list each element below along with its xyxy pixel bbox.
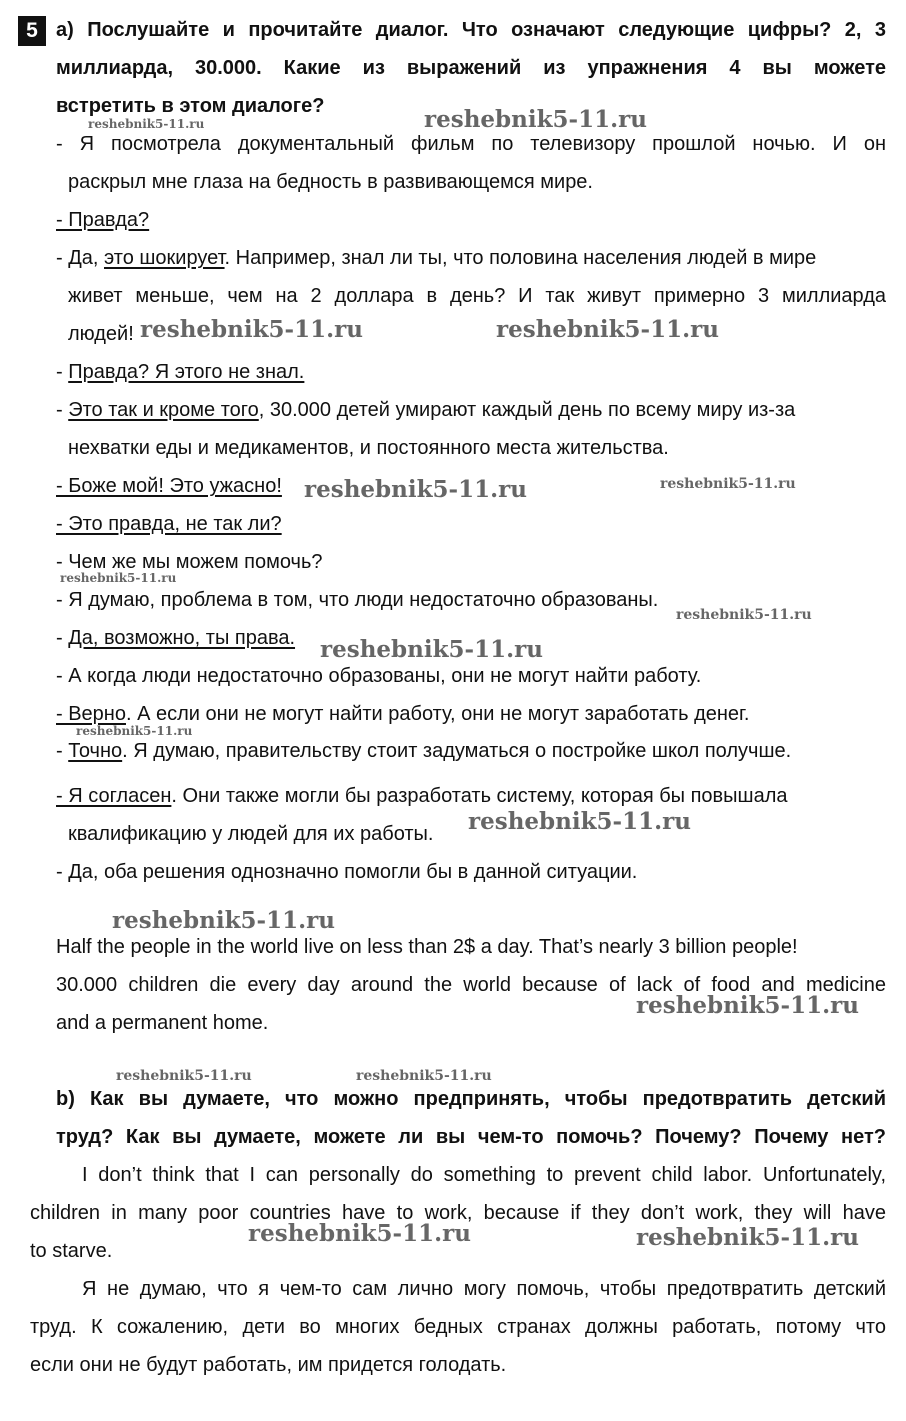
watermark: reshebnik5-11.ru — [496, 316, 719, 343]
dialogue-line-8: - Это так и кроме того, 30.000 детей умирают каждый день по всему миру из-за — [56, 399, 796, 421]
dialogue-line-9: нехватки еды и медикаментов, и постоянного места жительства. — [68, 437, 669, 459]
watermark: reshebnik5-11.ru — [468, 808, 691, 835]
watermark: reshebnik5-11.ru — [320, 636, 543, 663]
watermark: reshebnik5-11.ru — [60, 571, 177, 585]
dialogue-line-11: - Это правда, не так ли? — [56, 513, 282, 535]
dialogue-line-17: - Точно. Я думаю, правительству стоит задуматься о постройке школ получше. — [56, 740, 792, 762]
dialogue-line-14: - Да, возможно, ты права. — [56, 627, 296, 649]
dialogue-line-13: - Я думаю, проблема в том, что люди недостаточно образованы. — [56, 589, 659, 611]
dialogue-line-7: - Правда? Я этого не знал. — [56, 361, 305, 383]
answer-a-line-2: 30.000 children die every day around the world because of lack of food and medicine — [56, 974, 886, 996]
dialogue-line-6: людей! — [68, 323, 134, 345]
watermark: reshebnik5-11.ru — [636, 1224, 859, 1251]
exercise-number-badge: 5 — [18, 16, 46, 46]
watermark: reshebnik5-11.ru — [424, 106, 647, 133]
task-a-line-1: а) Послушайте и прочитайте диалог. Что означают следующие цифры? 2, 3 — [56, 19, 886, 41]
task-a-line-2: миллиарда, 30.000. Какие из выражений из упражнения 4 вы можете — [56, 57, 886, 79]
dialogue-line-2: раскрыл мне глаза на бедность в развивающемся мире. — [68, 171, 593, 193]
watermark: reshebnik5-11.ru — [248, 1220, 471, 1247]
watermark: reshebnik5-11.ru — [88, 117, 205, 131]
watermark: reshebnik5-11.ru — [676, 607, 812, 623]
dialogue-line-20: - Да, оба решения однозначно помогли бы в данной ситуации. — [56, 861, 638, 883]
watermark: reshebnik5-11.ru — [76, 724, 193, 738]
watermark: reshebnik5-11.ru — [636, 992, 859, 1019]
answer-b-en-line-2: children in many poor countries have to work, because if they don’t work, they will have — [30, 1202, 886, 1224]
task-b-line-2: труд? Как вы думаете, можете ли вы чем-то помочь? Почему? Почему нет? — [56, 1126, 886, 1148]
dialogue-line-12: - Чем же мы можем помочь? — [56, 551, 323, 573]
answer-a-line-3: and a permanent home. — [56, 1012, 269, 1034]
dialogue-line-3: - Правда? — [56, 209, 150, 231]
watermark: reshebnik5-11.ru — [140, 316, 363, 343]
answer-b-ru-line-2: труд. К сожалению, дети во многих бедных странах должны работать, потому что — [30, 1316, 886, 1338]
dialogue-line-1: - Я посмотрела документальный фильм по телевизору прошлой ночью. И он — [56, 133, 886, 155]
dialogue-line-19: квалификацию у людей для их работы. — [68, 823, 434, 845]
answer-b-ru-line-1: Я не думаю, что я чем-то сам лично могу помочь, чтобы предотвратить детский — [82, 1278, 886, 1300]
dialogue-line-10: - Боже мой! Это ужасно! — [56, 475, 282, 497]
task-a-line-3: встретить в этом диалоге? — [56, 95, 325, 117]
answer-b-en-line-1: I don’t think that I can personally do something to prevent child labor. Unfortunately, — [82, 1164, 886, 1186]
dialogue-line-15: - А когда люди недостаточно образованы, они не могут найти работу. — [56, 665, 702, 687]
answer-a-line-1: Half the people in the world live on less than 2$ a day. That’s nearly 3 billion people! — [56, 936, 798, 958]
watermark: reshebnik5-11.ru — [356, 1068, 492, 1084]
answer-b-en-line-3: to starve. — [30, 1240, 113, 1262]
task-b-line-1: b) Как вы думаете, что можно предпринять, чтобы предотвратить детский — [56, 1088, 886, 1110]
dialogue-line-16: - Верно. А если они не могут найти работу, они не могут заработать денег. — [56, 703, 750, 725]
dialogue-line-5: живет меньше, чем на 2 доллара в день? И так живут примерно 3 миллиарда — [68, 285, 886, 307]
dialogue-line-4: - Да, это шокирует. Например, знал ли ты, что половина населения людей в мире — [56, 247, 817, 269]
watermark: reshebnik5-11.ru — [112, 907, 335, 934]
watermark: reshebnik5-11.ru — [116, 1068, 252, 1084]
dialogue-line-18: - Я согласен. Они также могли бы разработать систему, которая бы повышала — [56, 785, 788, 807]
answer-b-ru-line-3: если они не будут работать, им придется голодать. — [30, 1354, 507, 1376]
watermark: reshebnik5-11.ru — [660, 476, 796, 492]
watermark: reshebnik5-11.ru — [304, 476, 527, 503]
